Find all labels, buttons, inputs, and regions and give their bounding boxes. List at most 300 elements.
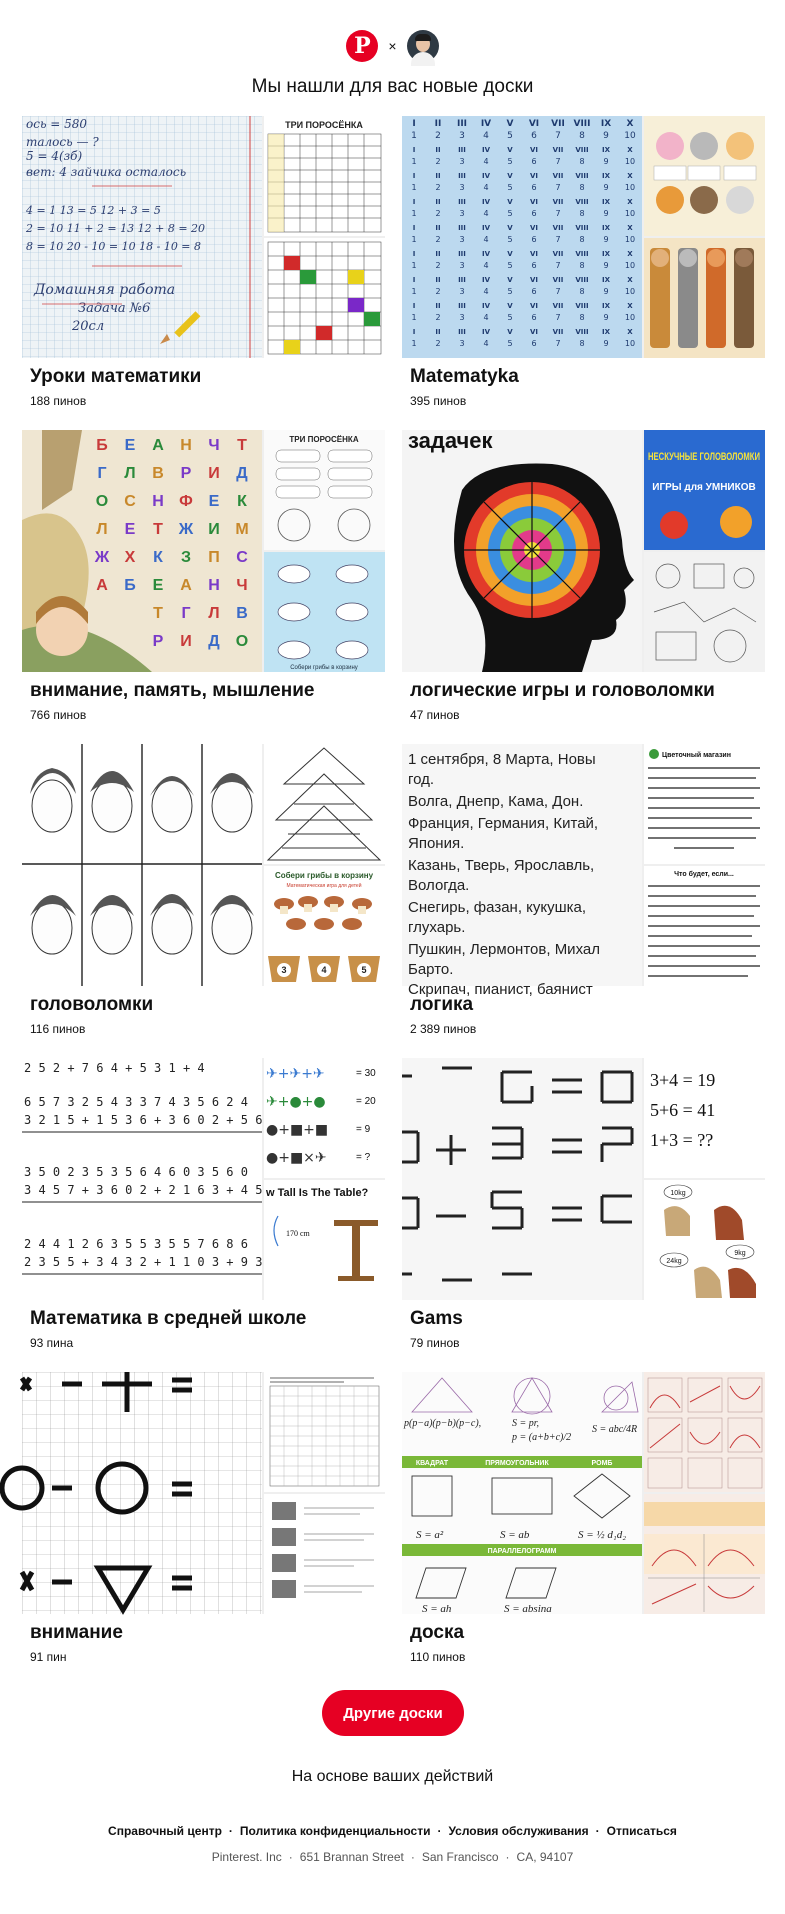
- roman-numeral-decor: VI: [529, 302, 539, 310]
- area-formula: S = a²: [416, 1529, 444, 1541]
- footer-links: Справочный центр · Политика конфиденциальности · Условия обслуживания · Отписаться: [108, 1824, 677, 1838]
- number-decor: 4: [483, 235, 489, 244]
- board-collage[interactable]: [402, 1058, 765, 1300]
- board-collage[interactable]: [402, 116, 765, 358]
- basket-number: 4: [321, 965, 327, 975]
- grid-letter: И: [208, 465, 220, 482]
- grid-letter: Л: [208, 605, 220, 622]
- board-name[interactable]: внимание: [30, 1622, 123, 1643]
- board-side-image: [644, 744, 765, 864]
- number-decor: 4: [483, 209, 489, 218]
- board-side-image: [264, 430, 385, 550]
- number-decor: 8: [579, 287, 585, 296]
- roman-numeral-decor: IX: [601, 198, 611, 206]
- grid-letter: Г: [181, 605, 191, 622]
- pin-count: 47 пинов: [410, 708, 460, 722]
- roman-numeral-decor: X: [627, 302, 633, 310]
- section-subtitle: На основе ваших действий: [291, 1768, 494, 1785]
- grid-letter: Ч: [208, 437, 220, 454]
- grid-letter: Е: [152, 577, 164, 594]
- math-line: талось — ?: [26, 135, 99, 149]
- game-subtitle: Математическая игра для детей: [286, 883, 362, 889]
- board-side-image: [644, 430, 765, 550]
- table-title: ТРИ ПОРОСЁНКА: [285, 120, 363, 130]
- logic-line: Барто.: [408, 961, 454, 978]
- roman-numeral-decor: VIII: [575, 250, 589, 258]
- roman-numeral-decor: III: [458, 328, 466, 336]
- board-side-image: [264, 116, 385, 236]
- board-name[interactable]: Matematyka: [410, 366, 519, 387]
- number: 5: [507, 131, 513, 141]
- roman-numeral-decor: I: [412, 302, 416, 310]
- math-line: вет: 4 зайчика осталось: [26, 165, 187, 179]
- number-decor: 2: [435, 287, 441, 296]
- number-decor: 1: [411, 313, 417, 322]
- number-decor: 5: [507, 313, 513, 322]
- logic-line: Вологда.: [408, 877, 470, 894]
- roman-numeral-decor: V: [507, 224, 513, 232]
- roman-numeral-decor: I: [412, 250, 416, 258]
- grid-letter: Т: [153, 521, 163, 538]
- grid-letter: И: [180, 633, 192, 650]
- board-side-image: [264, 1372, 385, 1492]
- roman-numeral-decor: VI: [529, 172, 539, 180]
- number-decor: 1: [411, 287, 417, 296]
- roman-numeral-decor: IX: [601, 276, 611, 284]
- board-card[interactable]: [22, 430, 385, 722]
- roman-numeral-decor: IX: [601, 172, 611, 180]
- riddle-equation: 1+3 = ??: [650, 1130, 714, 1150]
- grid-letter: К: [153, 549, 163, 566]
- arithmetic-row: 3 5 0 2 3 5 3 5 6 4 6 0 3 5 6 0: [24, 1165, 248, 1179]
- number-decor: 7: [555, 287, 561, 296]
- arithmetic-row: 3 4 5 7 + 3 6 0 2 + 2 1 6 3 + 4 5: [24, 1183, 263, 1197]
- roman-numeral-decor: III: [458, 198, 466, 206]
- roman-numeral: V: [506, 119, 514, 129]
- section-header: ПРЯМОУГОЛЬНИК: [485, 1460, 549, 1467]
- number-decor: 10: [624, 235, 636, 244]
- grid-letter: О: [95, 493, 109, 510]
- board-name[interactable]: логика: [410, 994, 474, 1015]
- roman-numeral-decor: I: [412, 172, 416, 180]
- weight-label: 24kg: [666, 1258, 682, 1265]
- roman-numeral-decor: I: [412, 198, 416, 206]
- grid-letter: Н: [152, 493, 164, 510]
- roman-numeral-decor: X: [627, 276, 633, 284]
- number-decor: 5: [507, 287, 513, 296]
- svg-text:✈+●+●: ✈+●+●: [266, 1094, 326, 1110]
- board-side-image: [264, 552, 385, 672]
- area-formula: S = ab: [500, 1529, 530, 1541]
- board-side-image: [264, 866, 385, 986]
- number-decor: 6: [531, 183, 537, 192]
- roman-numeral-decor: VII: [552, 328, 564, 336]
- roman-numeral-decor: X: [627, 224, 633, 232]
- roman-numeral-decor: II: [435, 302, 441, 310]
- roman-numeral-decor: V: [507, 302, 513, 310]
- board-card[interactable]: [402, 430, 765, 722]
- logic-line: глухарь.: [408, 919, 466, 936]
- pinterest-logo-icon[interactable]: P: [346, 30, 378, 62]
- times-separator: ×: [388, 38, 397, 54]
- board-side-image: [264, 238, 385, 358]
- roman-numeral-decor: VII: [552, 172, 564, 180]
- number: 3: [459, 131, 465, 141]
- number-decor: 9: [603, 287, 609, 296]
- board-cover-image: [22, 430, 262, 672]
- board-name[interactable]: внимание, память, мышление: [30, 680, 315, 701]
- board-card[interactable]: [402, 744, 765, 1036]
- number-decor: 4: [483, 261, 489, 270]
- footer-link-help-center[interactable]: Справочный центр: [108, 1824, 222, 1838]
- pin-count: 116 пинов: [30, 1022, 86, 1036]
- book-subtitle: ИГРЫ для УМНИКОВ: [652, 482, 756, 493]
- roman-numeral-decor: VIII: [575, 224, 589, 232]
- board-cover-image: [22, 1372, 262, 1614]
- grid-letter: Б: [124, 577, 136, 594]
- math-line: 20сл: [72, 319, 105, 334]
- number-decor: 1: [411, 235, 417, 244]
- grid-letter: Х: [124, 549, 136, 566]
- grid-letter: П: [208, 549, 220, 566]
- number-decor: 7: [555, 313, 561, 322]
- roman-numeral-decor: I: [412, 328, 416, 336]
- formula: S = pr,: [512, 1418, 540, 1429]
- roman-numeral-decor: VIII: [575, 302, 589, 310]
- roman-numeral-decor: V: [507, 198, 513, 206]
- grid-letter: Ж: [94, 549, 110, 566]
- basket-number: 3: [281, 965, 287, 975]
- board-cover-image: [402, 1372, 642, 1614]
- grid-letter: О: [235, 633, 249, 650]
- number: 10: [624, 131, 636, 141]
- number-decor: 7: [555, 261, 561, 270]
- roman-numeral-decor: VI: [529, 224, 539, 232]
- area-formula: S = ½ d₁d₂: [578, 1529, 627, 1541]
- roman-numeral: VI: [528, 119, 540, 129]
- number-decor: 10: [624, 209, 636, 218]
- math-line: Задача №6: [78, 301, 151, 316]
- board-card[interactable]: [402, 1372, 765, 1664]
- board-name[interactable]: Уроки математики: [30, 366, 202, 387]
- math-line: 5 = 4(зб): [26, 149, 83, 163]
- number-decor: 8: [579, 313, 585, 322]
- grid-letter: А: [96, 577, 108, 594]
- board-name[interactable]: логические игры и головоломки: [410, 680, 715, 701]
- roman-numeral: X: [626, 119, 634, 129]
- roman-numeral-decor: X: [627, 198, 633, 206]
- header-logos: [0, 29, 785, 63]
- state-zip: CA, 94107: [516, 1850, 574, 1864]
- number-decor: 3: [459, 287, 465, 296]
- roman-numeral-decor: V: [507, 172, 513, 180]
- number-decor: 10: [624, 313, 636, 322]
- roman-numeral-decor: VII: [552, 302, 564, 310]
- grid-letter: Т: [153, 605, 163, 622]
- svg-text:●+■+■: ●+■+■: [266, 1122, 329, 1138]
- game-title: Собери грибы в корзину: [274, 871, 374, 880]
- arithmetic-row: 3 2 1 5 + 1 5 3 6 + 3 6 0 2 + 5 6: [24, 1113, 263, 1127]
- city: San Francisco: [421, 1850, 499, 1864]
- board-card[interactable]: [22, 744, 385, 1036]
- roman-numeral-decor: VIII: [575, 276, 589, 284]
- number-decor: 1: [411, 209, 417, 218]
- board-card[interactable]: [402, 116, 765, 408]
- table-measure: 170 cm: [286, 1229, 310, 1238]
- board-card[interactable]: [402, 1058, 765, 1350]
- board-cover-image: [402, 116, 642, 358]
- number-decor: 3: [459, 183, 465, 192]
- grid-letter: Н: [180, 437, 192, 454]
- board-collage[interactable]: [402, 744, 765, 998]
- number-decor: 10: [624, 183, 636, 192]
- number-decor: 9: [603, 183, 609, 192]
- number: 4: [483, 131, 489, 141]
- number-decor: 9: [603, 209, 609, 218]
- pin-count: 79 пинов: [410, 1336, 460, 1350]
- grid-letter: И: [208, 521, 220, 538]
- svg-text:✈+✈+✈: ✈+✈+✈: [266, 1066, 325, 1082]
- roman-numeral-decor: VI: [529, 250, 539, 258]
- equation-result: = 9: [356, 1124, 371, 1135]
- number-decor: 8: [579, 339, 585, 348]
- board-side-image: [644, 238, 765, 358]
- arithmetic-row: 2 4 4 1 2 6 3 5 5 3 5 5 7 6 8 6: [24, 1237, 248, 1251]
- board-cover-image: [402, 430, 642, 672]
- number-decor: 1: [411, 157, 417, 166]
- number-decor: 3: [459, 313, 465, 322]
- logic-line: Япония.: [408, 835, 465, 852]
- number-decor: 8: [579, 183, 585, 192]
- number-decor: 7: [555, 235, 561, 244]
- roman-numeral-decor: III: [458, 146, 466, 154]
- roman-numeral-decor: VI: [529, 276, 539, 284]
- footer-address: Pinterest. Inc · 651 Brannan Street · San Francisco · CA, 94107: [211, 1850, 574, 1864]
- grid-letter: Ч: [236, 577, 248, 594]
- number-decor: 10: [624, 157, 636, 166]
- number-decor: 10: [624, 287, 636, 296]
- arithmetic-row: 6 5 7 3 2 5 4 3 3 7 4 3 5 6 2 4: [24, 1095, 248, 1109]
- number-decor: 10: [624, 261, 636, 270]
- roman-numeral-decor: VI: [529, 198, 539, 206]
- grid-letter: Д: [208, 633, 220, 650]
- math-line: Домашняя работа: [34, 282, 176, 298]
- area-formula: S = absina: [504, 1603, 552, 1615]
- board-collage[interactable]: [22, 116, 385, 358]
- number-decor: 2: [435, 157, 441, 166]
- board-side-image: [264, 744, 385, 864]
- roman-numeral: I: [412, 119, 416, 129]
- number-decor: 6: [531, 235, 537, 244]
- grid-letter: Н: [208, 577, 220, 594]
- roman-numeral: III: [456, 119, 468, 129]
- number-decor: 3: [459, 157, 465, 166]
- number-decor: 4: [483, 339, 489, 348]
- board-name[interactable]: доска: [410, 1622, 465, 1643]
- roman-numeral-decor: VIII: [575, 328, 589, 336]
- roman-numeral: II: [434, 119, 442, 129]
- roman-numeral: IX: [600, 119, 612, 129]
- pin-count: 110 пинов: [410, 1650, 466, 1664]
- number-decor: 8: [579, 209, 585, 218]
- book-title: НЕСКУЧНЫЕ ГОЛОВОЛОМКИ: [648, 451, 761, 463]
- board-cover-image: [22, 116, 262, 358]
- number-decor: 2: [435, 209, 441, 218]
- roman-numeral-decor: I: [412, 146, 416, 154]
- grid-letter: М: [235, 521, 249, 538]
- roman-numeral-decor: IV: [481, 198, 491, 206]
- math-line: ось = 580: [26, 117, 88, 131]
- roman-numeral-decor: II: [435, 146, 441, 154]
- number-decor: 6: [531, 209, 537, 218]
- roman-numeral-decor: II: [435, 224, 441, 232]
- page-title: Мы нашли для вас новые доски: [251, 76, 534, 97]
- grid-letter: Р: [180, 465, 192, 482]
- board-collage[interactable]: [402, 430, 765, 672]
- number-decor: 8: [579, 157, 585, 166]
- avatar[interactable]: [407, 30, 439, 62]
- grid-letter: Ж: [178, 521, 194, 538]
- footer-link-terms[interactable]: Условия обслуживания: [448, 1824, 589, 1838]
- number-decor: 6: [531, 287, 537, 296]
- roman-numeral-decor: IX: [601, 146, 611, 154]
- number: 6: [531, 131, 537, 141]
- board-collage[interactable]: [402, 1372, 765, 1614]
- logic-line: Волга, Днепр, Кама, Дон.: [408, 793, 584, 810]
- number-decor: 4: [483, 287, 489, 296]
- more-boards-button[interactable]: Другие доски: [322, 1690, 464, 1736]
- roman-numeral-decor: VII: [552, 198, 564, 206]
- footer-link-unsubscribe[interactable]: Отписаться: [606, 1824, 677, 1838]
- board-name[interactable]: головоломки: [30, 994, 154, 1015]
- roman-numeral-decor: X: [627, 250, 633, 258]
- roman-numeral-decor: IX: [601, 224, 611, 232]
- roman-numeral-decor: II: [435, 250, 441, 258]
- roman-numeral-decor: VII: [552, 250, 564, 258]
- grid-letter: В: [236, 605, 248, 622]
- number-decor: 1: [411, 339, 417, 348]
- roman-numeral-decor: III: [458, 302, 466, 310]
- board-name[interactable]: Gams: [410, 1308, 463, 1329]
- roman-numeral-decor: VIII: [575, 146, 589, 154]
- board-collage[interactable]: [22, 1058, 385, 1300]
- number-decor: 7: [555, 339, 561, 348]
- board-card[interactable]: [22, 1058, 385, 1350]
- roman-numeral-decor: IV: [481, 250, 491, 258]
- roman-numeral-decor: I: [412, 224, 416, 232]
- pin-count: 766 пинов: [30, 708, 87, 722]
- roman-numeral-decor: VIII: [575, 198, 589, 206]
- number-decor: 1: [411, 183, 417, 192]
- number-decor: 5: [507, 339, 513, 348]
- roman-numeral-decor: V: [507, 146, 513, 154]
- board-collage[interactable]: [22, 744, 385, 986]
- equation-result: = 20: [356, 1096, 376, 1107]
- arithmetic-row: 2 3 5 5 + 3 4 3 2 + 1 1 0 3 + 9 3: [24, 1255, 263, 1269]
- board-card[interactable]: [22, 1372, 385, 1664]
- riddle-equation: 3+4 = 19: [650, 1070, 716, 1090]
- riddle-equation: 5+6 = 41: [650, 1100, 716, 1120]
- number: 9: [603, 131, 609, 141]
- number-decor: 2: [435, 339, 441, 348]
- roman-numeral-decor: III: [458, 276, 466, 284]
- svg-text:●+■×✈: ●+■×✈: [266, 1150, 327, 1166]
- board-side-image: [644, 116, 765, 236]
- number-decor: 8: [579, 235, 585, 244]
- roman-numeral-decor: X: [627, 172, 633, 180]
- cover-heading: задачек: [408, 428, 493, 453]
- grid-letter: Г: [97, 465, 107, 482]
- grid-letter: А: [180, 577, 192, 594]
- board-card[interactable]: [22, 116, 385, 408]
- number-decor: 5: [507, 209, 513, 218]
- roman-numeral-decor: I: [412, 276, 416, 284]
- roman-numeral: VII: [551, 119, 565, 129]
- grid-letter: Л: [124, 465, 136, 482]
- equation-result: = 30: [356, 1068, 376, 1079]
- grid-letter: С: [124, 493, 136, 510]
- area-formula: S = ah: [422, 1603, 452, 1615]
- roman-numeral-decor: IV: [481, 328, 491, 336]
- board-side-image: [264, 1494, 385, 1614]
- number-decor: 5: [507, 261, 513, 270]
- board-name[interactable]: Математика в средней школе: [30, 1308, 307, 1329]
- equation-result: = ?: [356, 1152, 371, 1163]
- roman-numeral-decor: V: [507, 328, 513, 336]
- grid-letter: Б: [96, 437, 108, 454]
- number-decor: 3: [459, 209, 465, 218]
- grid-letter: Р: [152, 633, 164, 650]
- footer-link-privacy[interactable]: Политика конфиденциальности: [239, 1824, 431, 1838]
- logic-line: Скрипач, пианист, баянист: [408, 981, 593, 998]
- roman-numeral-decor: IX: [601, 302, 611, 310]
- roman-numeral-decor: X: [627, 328, 633, 336]
- company-name: Pinterest. Inc: [211, 1850, 282, 1864]
- roman-numeral-decor: III: [458, 172, 466, 180]
- roman-numeral-decor: IX: [601, 328, 611, 336]
- board-side-image: [644, 1372, 765, 1492]
- grid-letter: Т: [237, 437, 247, 454]
- board-side-image: [644, 866, 765, 986]
- logic-line: Пушкин, Лермонтов, Михал: [408, 941, 600, 958]
- board-collage[interactable]: [22, 430, 385, 672]
- math-line: 4 = 1 13 = 5 12 + 3 = 5: [26, 204, 161, 217]
- roman-numeral-decor: IX: [601, 250, 611, 258]
- grid-letter: Ф: [179, 493, 193, 510]
- pin-count: 91 пин: [30, 1650, 67, 1664]
- roman-numeral-decor: VII: [552, 146, 564, 154]
- roman-numeral-decor: II: [435, 198, 441, 206]
- number-decor: 9: [603, 313, 609, 322]
- pin-count: 93 пина: [30, 1336, 74, 1350]
- grid-letter: К: [237, 493, 247, 510]
- roman-numeral-decor: IV: [481, 172, 491, 180]
- number: 2: [435, 131, 441, 141]
- grid-letter: Е: [208, 493, 220, 510]
- number-decor: 6: [531, 261, 537, 270]
- number-decor: 5: [507, 235, 513, 244]
- number-decor: 3: [459, 339, 465, 348]
- board-collage[interactable]: [22, 1372, 385, 1614]
- number: 1: [411, 131, 417, 141]
- board-cover-image: [402, 1058, 642, 1300]
- number-decor: 2: [435, 313, 441, 322]
- grid-letter: Е: [124, 437, 136, 454]
- grid-letter: Л: [96, 521, 108, 538]
- math-line: 2 = 10 11 + 2 = 13 12 + 8 = 20: [26, 222, 206, 235]
- pin-count: 395 пинов: [410, 394, 467, 408]
- worksheet-caption: Собери грибы в корзину: [290, 665, 358, 671]
